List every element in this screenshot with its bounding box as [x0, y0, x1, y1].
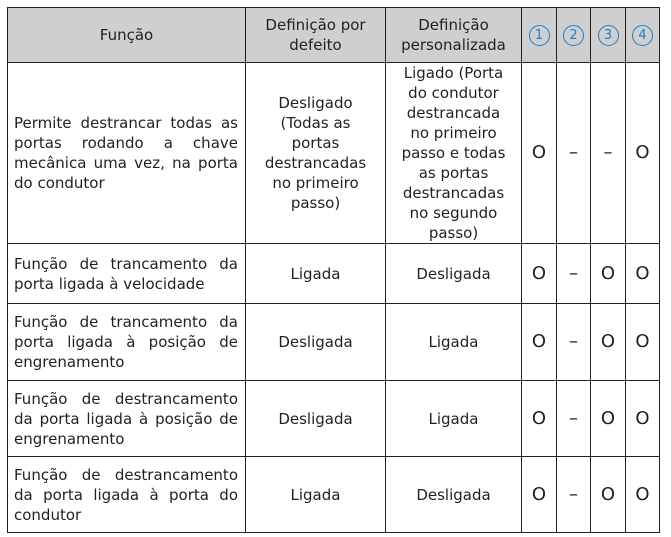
row-col-3: O [591, 381, 626, 457]
row-custom: Ligada [386, 304, 522, 381]
header-function: Função [8, 8, 246, 63]
row-col-2: – [557, 63, 591, 244]
table-row [8, 457, 660, 533]
header-row [8, 8, 660, 63]
row-col-1: O [522, 63, 557, 244]
header-col-4 [626, 8, 660, 63]
circled-number-4-icon: 4 [632, 25, 653, 46]
header-col-1 [522, 8, 557, 63]
row-default: Desligada [246, 304, 386, 381]
table-header [8, 8, 660, 63]
circled-number-2-icon: 2 [563, 25, 584, 46]
row-col-1: O [522, 304, 557, 381]
row-col-2: – [557, 304, 591, 381]
row-function: Permite destrancar todas as portas rodando a chave mecânica uma vez, na porta do condutor [8, 63, 246, 244]
row-function: Função de destrancamento da porta ligada à posição de engrenamento [8, 381, 246, 457]
row-default: Ligada [246, 457, 386, 533]
row-col-2: – [557, 457, 591, 533]
row-col-1: O [522, 457, 557, 533]
row-col-2: – [557, 381, 591, 457]
table-row [8, 244, 660, 304]
row-col-4: O [626, 63, 660, 244]
row-custom: Ligada [386, 381, 522, 457]
row-default: Desligada [246, 381, 386, 457]
row-col-3: O [591, 304, 626, 381]
row-function: Função de trancamento da porta ligada à posição de engrenamento [8, 304, 246, 381]
row-col-3: – [591, 63, 626, 244]
table-body [8, 63, 660, 533]
row-col-2: – [557, 244, 591, 304]
circled-number-1-icon: 1 [529, 25, 550, 46]
row-col-4: O [626, 304, 660, 381]
settings-table-container [7, 7, 660, 533]
header-default-setting: Definição por defeito [246, 8, 386, 63]
row-default: Ligada [246, 244, 386, 304]
header-col-3 [591, 8, 626, 63]
row-col-4: O [626, 457, 660, 533]
row-col-3: O [591, 244, 626, 304]
row-custom: Ligado (Porta do condutor destrancada no primeiro passo e todas as portas destrancadas no segundo passo) [386, 63, 522, 244]
row-function: Função de destrancamento da porta ligada à porta do condutor [8, 457, 246, 533]
table-row [8, 381, 660, 457]
row-custom: Desligada [386, 457, 522, 533]
row-col-3: O [591, 457, 626, 533]
header-custom-setting: Definição personalizada [386, 8, 522, 63]
row-function: Função de trancamento da porta ligada à velocidade [8, 244, 246, 304]
row-col-1: O [522, 244, 557, 304]
row-default: Desligado (Todas as portas destrancadas no primeiro passo) [246, 63, 386, 244]
table-row [8, 63, 660, 244]
row-col-1: O [522, 381, 557, 457]
row-col-4: O [626, 244, 660, 304]
circled-number-3-icon: 3 [598, 25, 619, 46]
customization-settings-table [7, 7, 660, 533]
table-row [8, 304, 660, 381]
header-col-2 [557, 8, 591, 63]
row-custom: Desligada [386, 244, 522, 304]
row-col-4: O [626, 381, 660, 457]
